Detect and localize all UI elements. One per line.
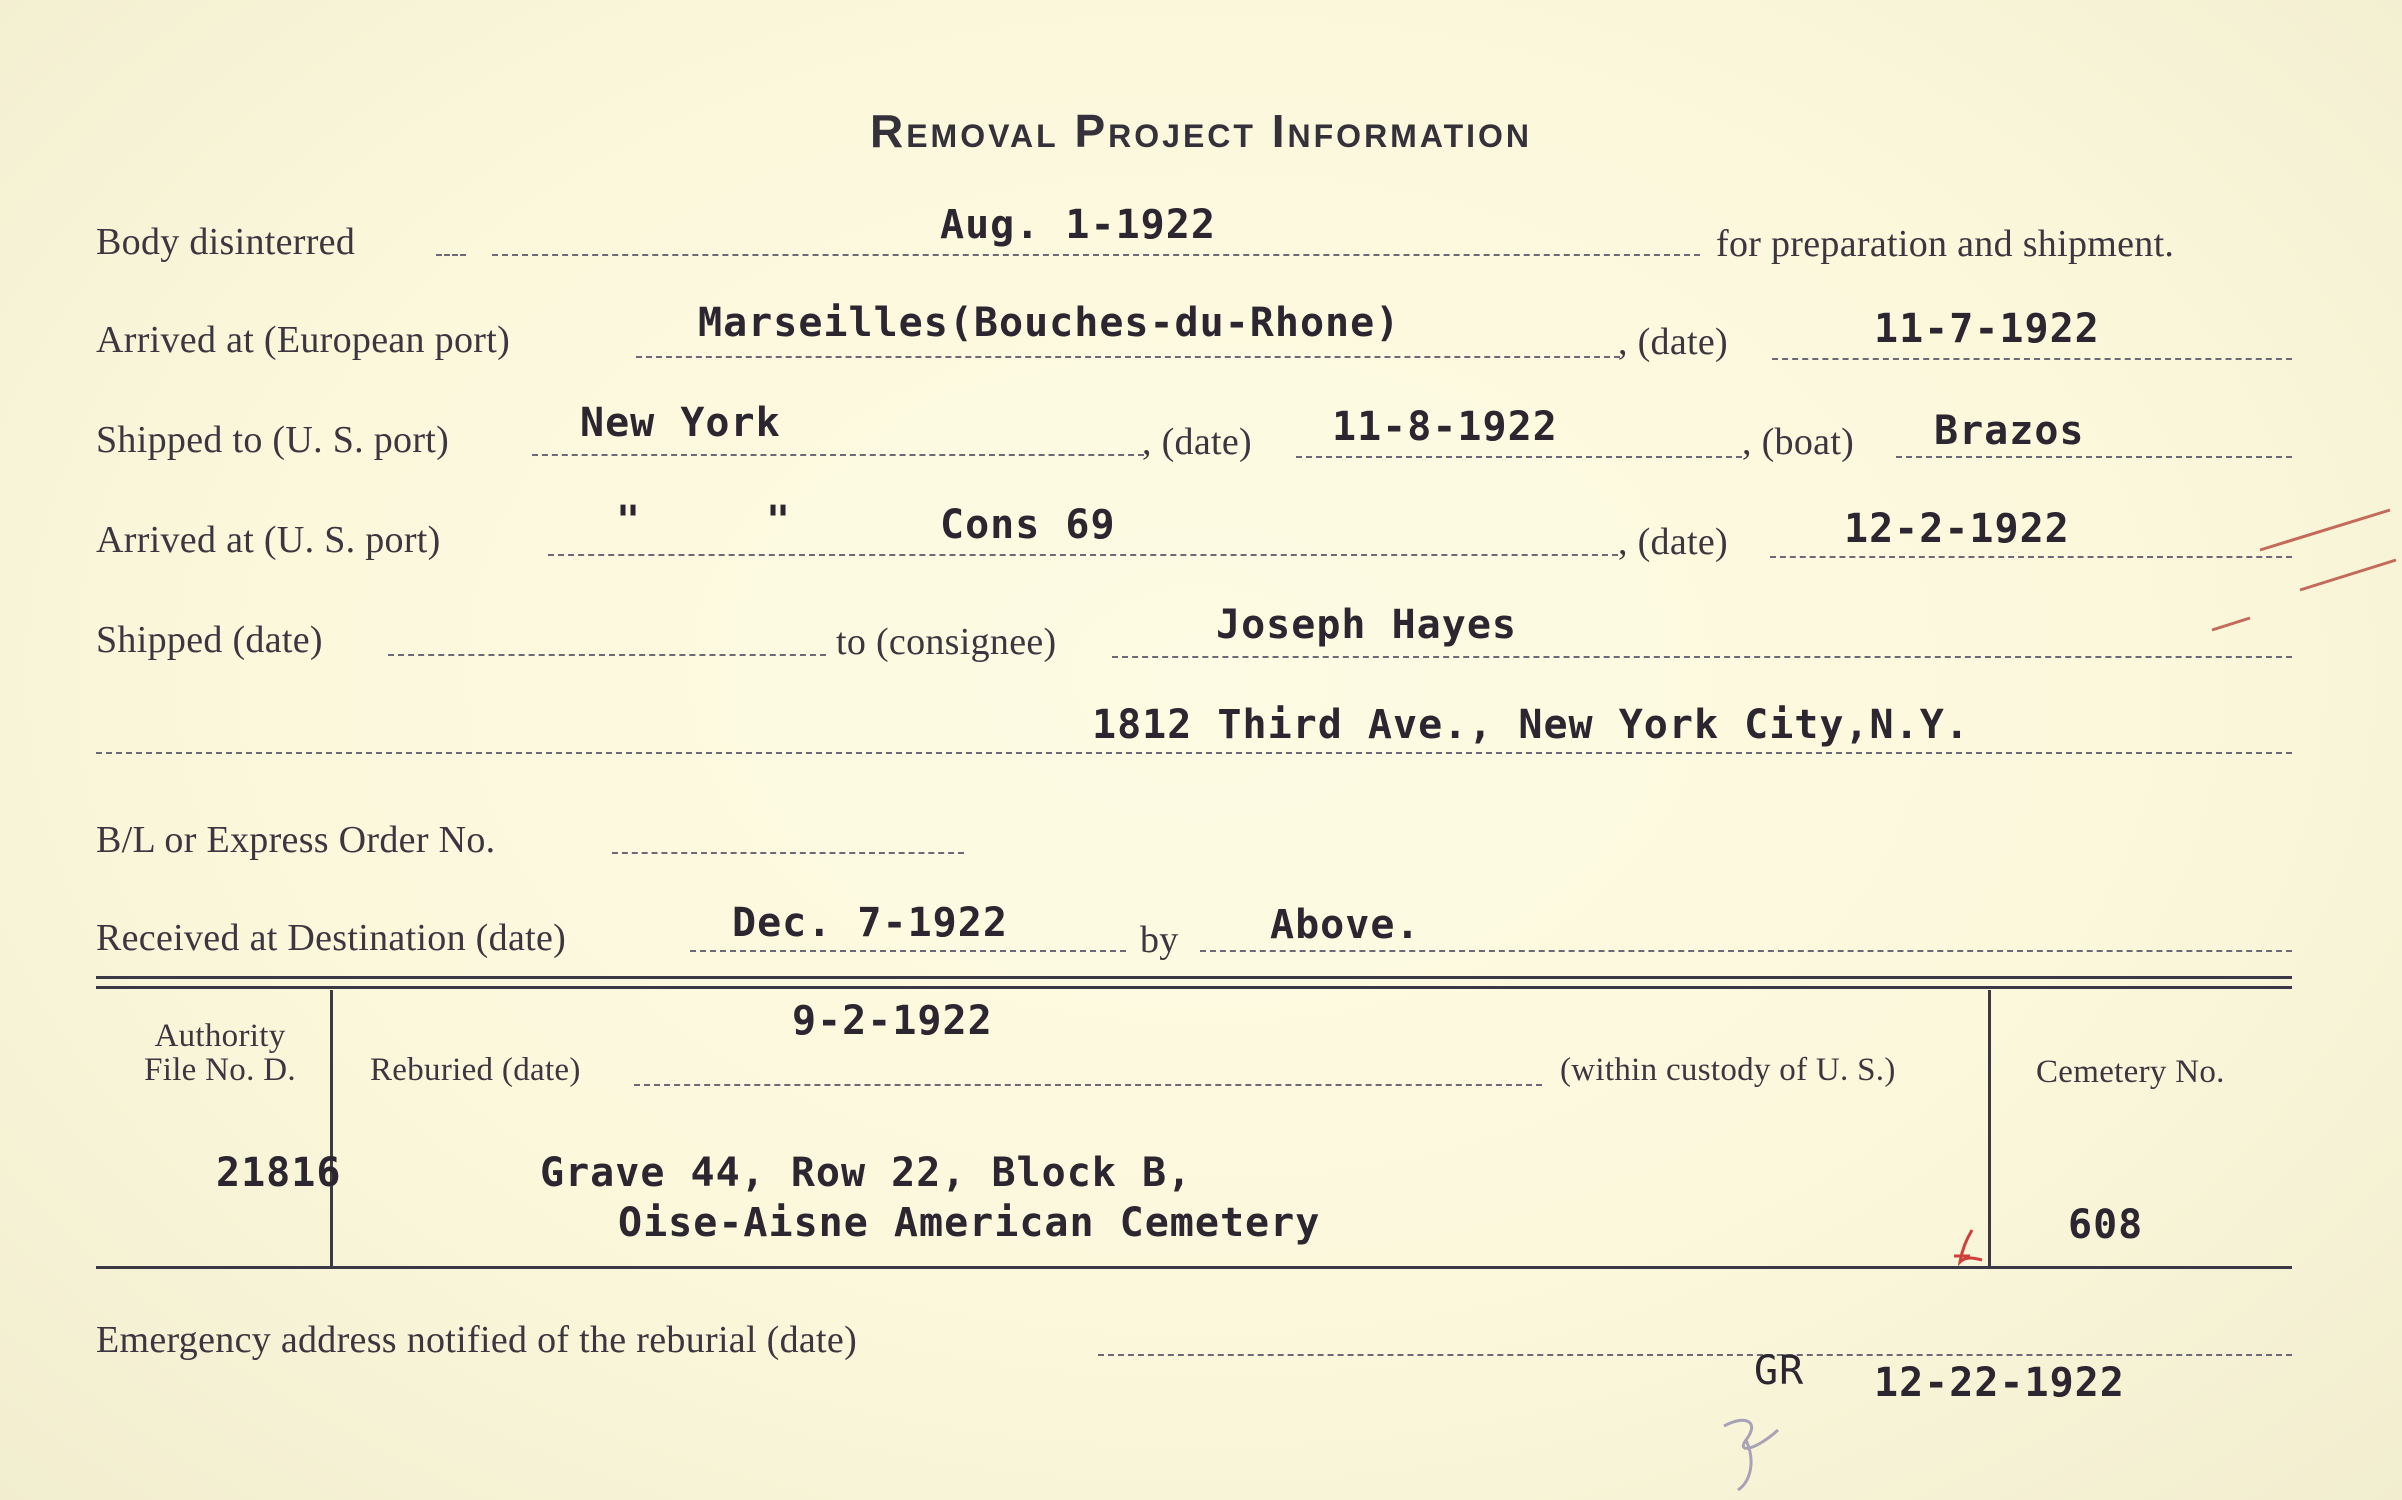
dotted-line bbox=[612, 852, 964, 854]
box-top-rule-inner bbox=[96, 986, 2292, 989]
dotted-line bbox=[492, 254, 1700, 256]
dotted-line bbox=[96, 752, 2292, 754]
dotted-line bbox=[532, 454, 1144, 456]
dotted-line bbox=[388, 654, 826, 656]
shipped-us-date-label: , (date) bbox=[1142, 421, 1252, 463]
emergency-label: Emergency address notified of the reburial (date) bbox=[96, 1319, 858, 1361]
emergency-prefix: GR bbox=[1754, 1348, 1805, 1394]
received-by: Above. bbox=[1270, 902, 1421, 948]
red-stray-marks bbox=[2190, 500, 2402, 640]
dotted-line bbox=[1200, 950, 2292, 952]
cemetery-name: Oise-Aisne American Cemetery bbox=[618, 1200, 1321, 1246]
box-divider-right bbox=[1988, 990, 1991, 1266]
grave-location: Grave 44, Row 22, Block B, bbox=[540, 1150, 1193, 1196]
ditto-mark: " bbox=[766, 498, 792, 544]
dotted-line bbox=[436, 254, 466, 256]
reburied-label: Reburied (date) bbox=[370, 1052, 581, 1088]
arrived-us-date: 12-2-1922 bbox=[1844, 506, 2070, 552]
red-check-icon bbox=[1948, 1226, 1988, 1272]
received-date: Dec. 7-1922 bbox=[732, 900, 1008, 946]
arrived-eu-date-label: , (date) bbox=[1618, 321, 1728, 363]
reburied-date: 9-2-1922 bbox=[792, 998, 993, 1044]
arrived-eu-date: 11-7-1922 bbox=[1874, 306, 2100, 352]
dotted-line bbox=[1296, 456, 1742, 458]
consignee-label: to (consignee) bbox=[836, 621, 1057, 663]
boat-name: Brazos bbox=[1934, 408, 2085, 454]
pencil-initial-mark bbox=[1716, 1404, 1826, 1494]
disinterred-date: Aug. 1-1922 bbox=[940, 202, 1216, 248]
dotted-line bbox=[690, 950, 1126, 952]
disinterred-suffix: for preparation and shipment. bbox=[1716, 223, 2175, 265]
shipped-us-date: 11-8-1922 bbox=[1332, 404, 1558, 450]
custody-label: (within custody of U. S.) bbox=[1560, 1052, 1896, 1088]
disinterred-label: Body disinterred bbox=[96, 221, 356, 263]
box-divider-left bbox=[330, 990, 333, 1266]
dotted-line bbox=[1772, 358, 2292, 360]
european-port: Marseilles(Bouches-du-Rhone) bbox=[698, 300, 1401, 346]
file-number: 21816 bbox=[216, 1150, 342, 1196]
consignee-name: Joseph Hayes bbox=[1216, 602, 1517, 648]
consignee-address: 1812 Third Ave., New York City,N.Y. bbox=[1092, 702, 1970, 748]
dotted-line bbox=[634, 1084, 1542, 1086]
boat-label: , (boat) bbox=[1742, 421, 1855, 463]
received-label: Received at Destination (date) bbox=[96, 917, 567, 959]
us-port: New York bbox=[580, 400, 781, 446]
bl-label: B/L or Express Order No. bbox=[96, 819, 496, 861]
arrived-us-date-label: , (date) bbox=[1618, 521, 1728, 563]
cemetery-number: 608 bbox=[2068, 1202, 2144, 1248]
file-no-label: File No. D. bbox=[144, 1052, 296, 1088]
arrived-us-label: Arrived at (U. S. port) bbox=[96, 519, 441, 561]
emergency-date: 12-22-1922 bbox=[1874, 1360, 2125, 1406]
dotted-line bbox=[1098, 1354, 2292, 1356]
shipped-us-label: Shipped to (U. S. port) bbox=[96, 419, 450, 461]
dotted-line bbox=[636, 356, 1620, 358]
dotted-line bbox=[1112, 656, 2292, 658]
authority-label: Authority bbox=[154, 1018, 286, 1054]
cemetery-no-label: Cemetery No. bbox=[2036, 1054, 2225, 1090]
arrived-eu-label: Arrived at (European port) bbox=[96, 319, 511, 361]
dotted-line bbox=[548, 554, 1618, 556]
card-title: Removal Project Information bbox=[869, 105, 1533, 157]
box-top-rule bbox=[96, 976, 2292, 979]
dotted-line bbox=[1896, 456, 2292, 458]
ditto-mark: " bbox=[616, 498, 642, 544]
received-by-label: by bbox=[1140, 919, 1179, 961]
shipped-date-label: Shipped (date) bbox=[96, 619, 323, 661]
arrived-us-vessel: Cons 69 bbox=[940, 502, 1116, 548]
